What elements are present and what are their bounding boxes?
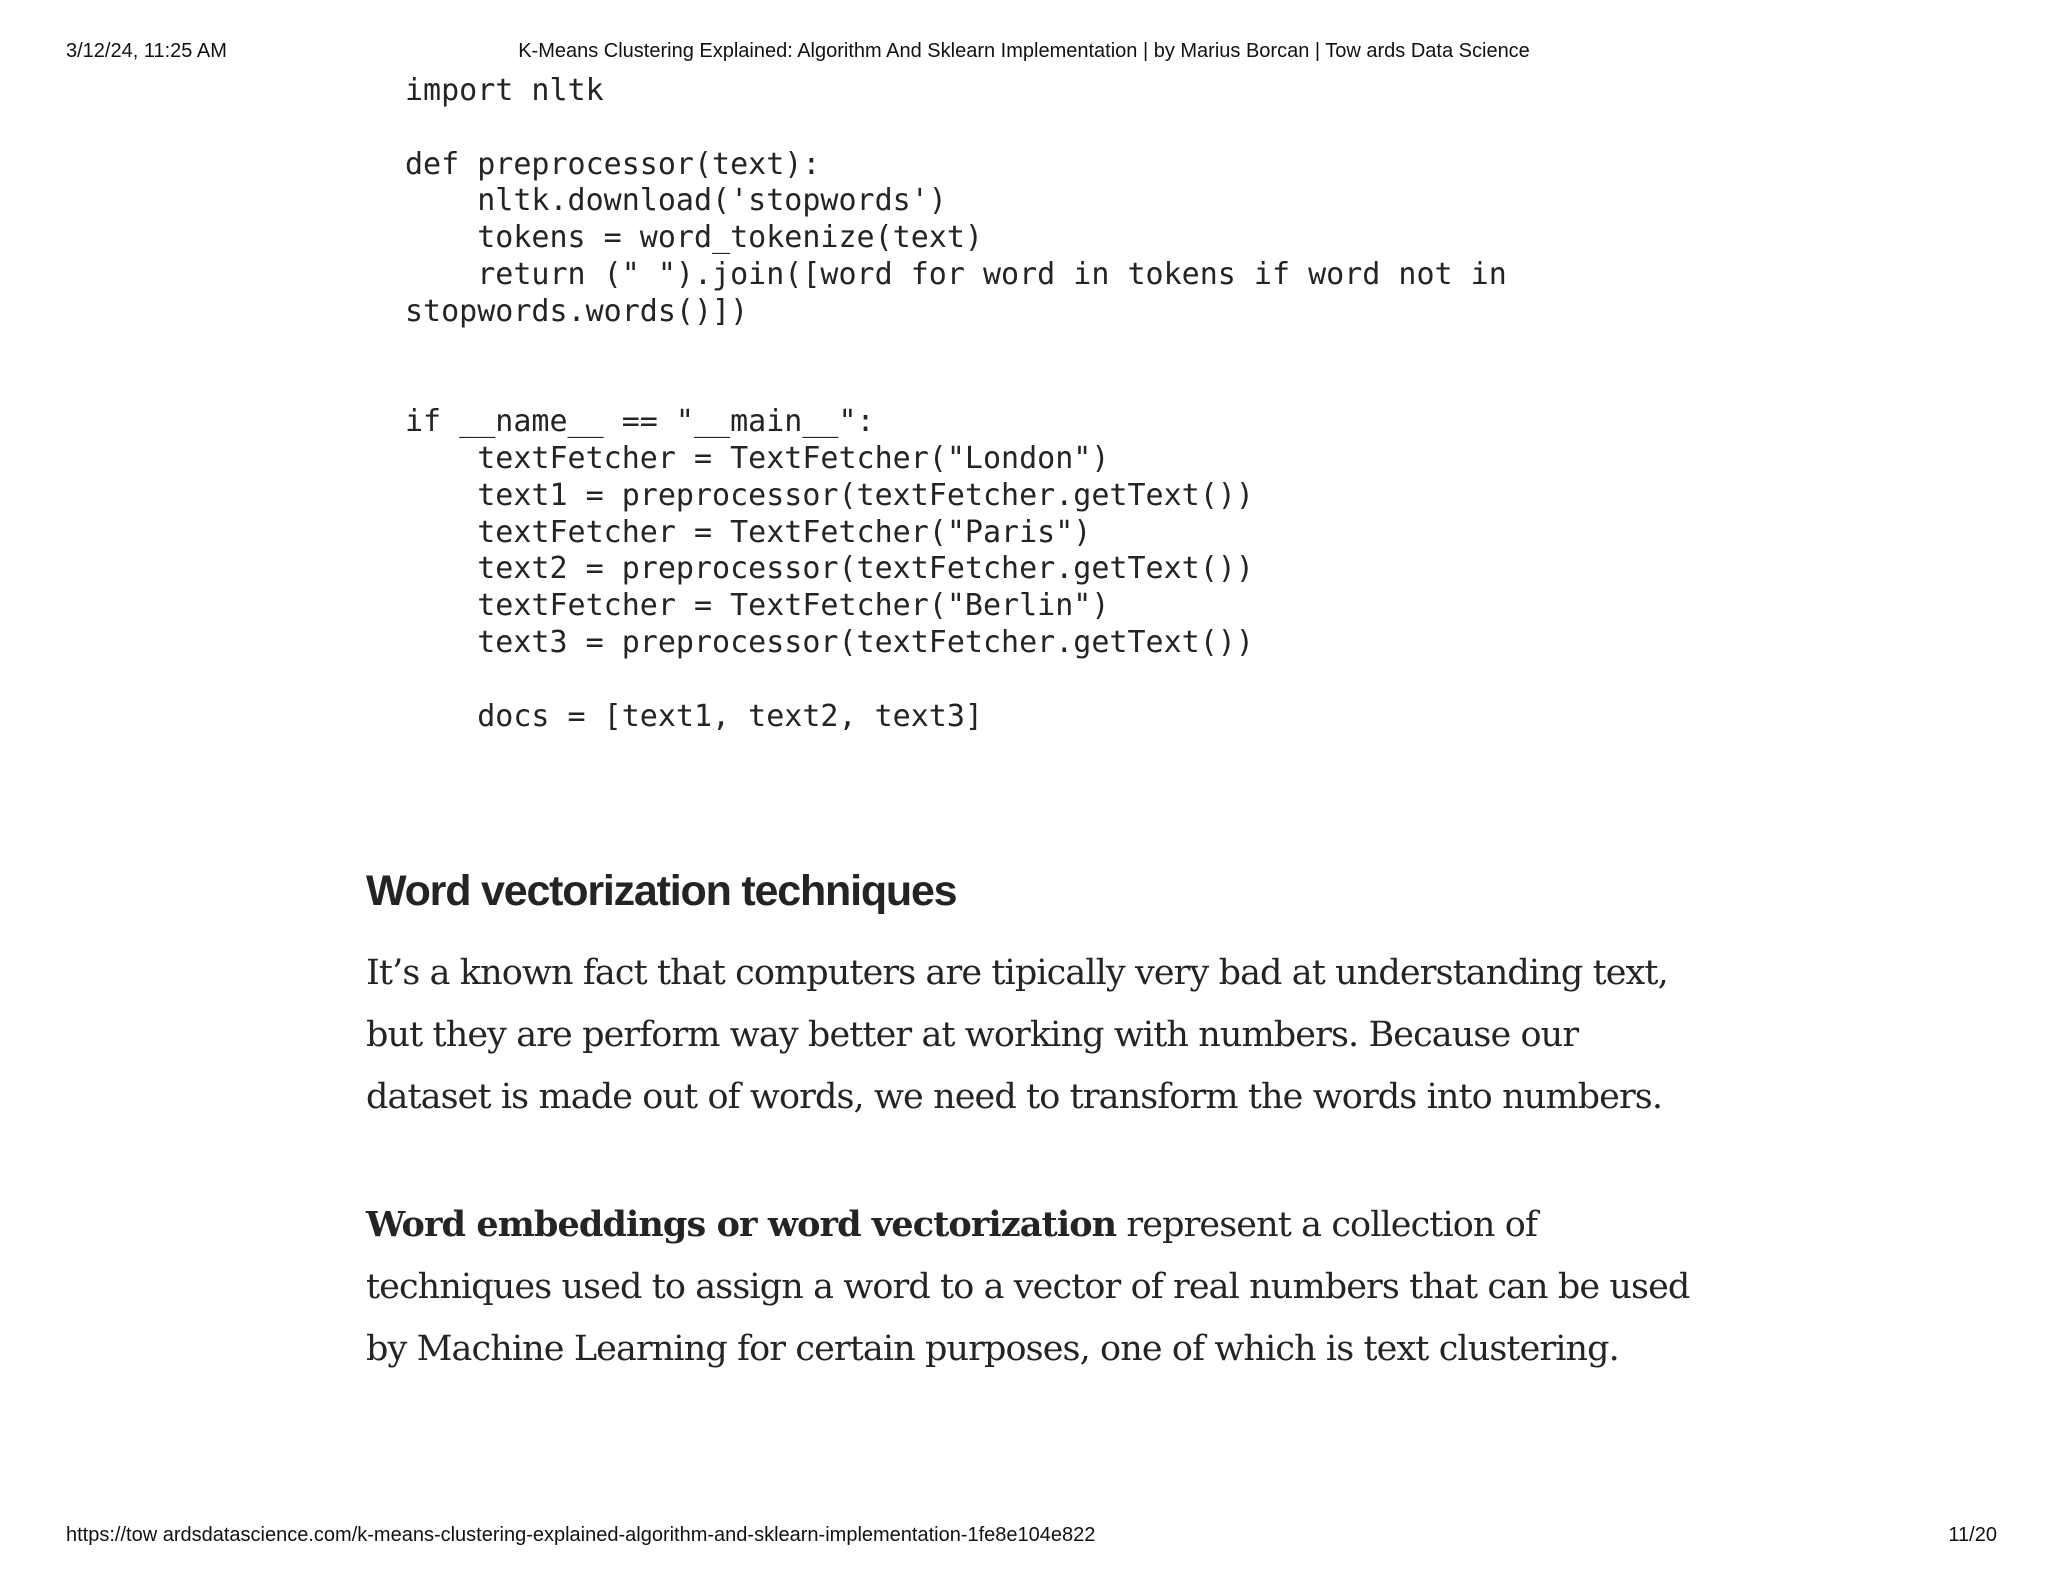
print-date: 3/12/24, 11:25 AM	[66, 40, 227, 62]
section-heading: Word vectorization techniques	[366, 867, 957, 915]
bold-term: Word embeddings or word vectorization	[366, 1204, 1117, 1245]
code-block: import nltk def preprocessor(text): nltk.download('stopwords') tokens = word_tokenize(text) return (" ").join([word for word in tokens if word not in stopwords.words()]) if __name__ == "__main__": textFetcher = TextFetcher("London") text1 = preprocessor(textFetcher.getText()) textFetcher = TextFetcher("Paris") text2 = preprocessor(textFetcher.getText()) textFetcher = TextFetcher("Berlin") text3 = preprocessor(textFetcher.getText()) docs = [text1, text2, text3]	[405, 73, 1507, 734]
print-page-title: K-Means Clustering Explained: Algorithm And Sklearn Implementation | by Marius Borcan | Tow ards Data Science	[518, 40, 1530, 62]
paragraph-text: represent a collection of techniques used to assign a word to a vector of real numbers that can be used by Machine Learning for certain purposes, one of which is text clustering.	[366, 1205, 1690, 1369]
print-url: https://tow ardsdatascience.com/k-means-clustering-explained-algorithm-and-sklearn-implementation-1fe8e104e822	[66, 1524, 1096, 1546]
paragraph-word-embeddings	[366, 1194, 1696, 1380]
paragraph-intro: It’s a known fact that computers are tipically very bad at understanding text, but they are perform way better at working with numbers. Because our dataset is made out of words, we need to transform the words into numbers.	[366, 953, 1668, 1117]
page-number: 11/20	[1948, 1524, 1997, 1546]
article-body	[366, 862, 1696, 1380]
